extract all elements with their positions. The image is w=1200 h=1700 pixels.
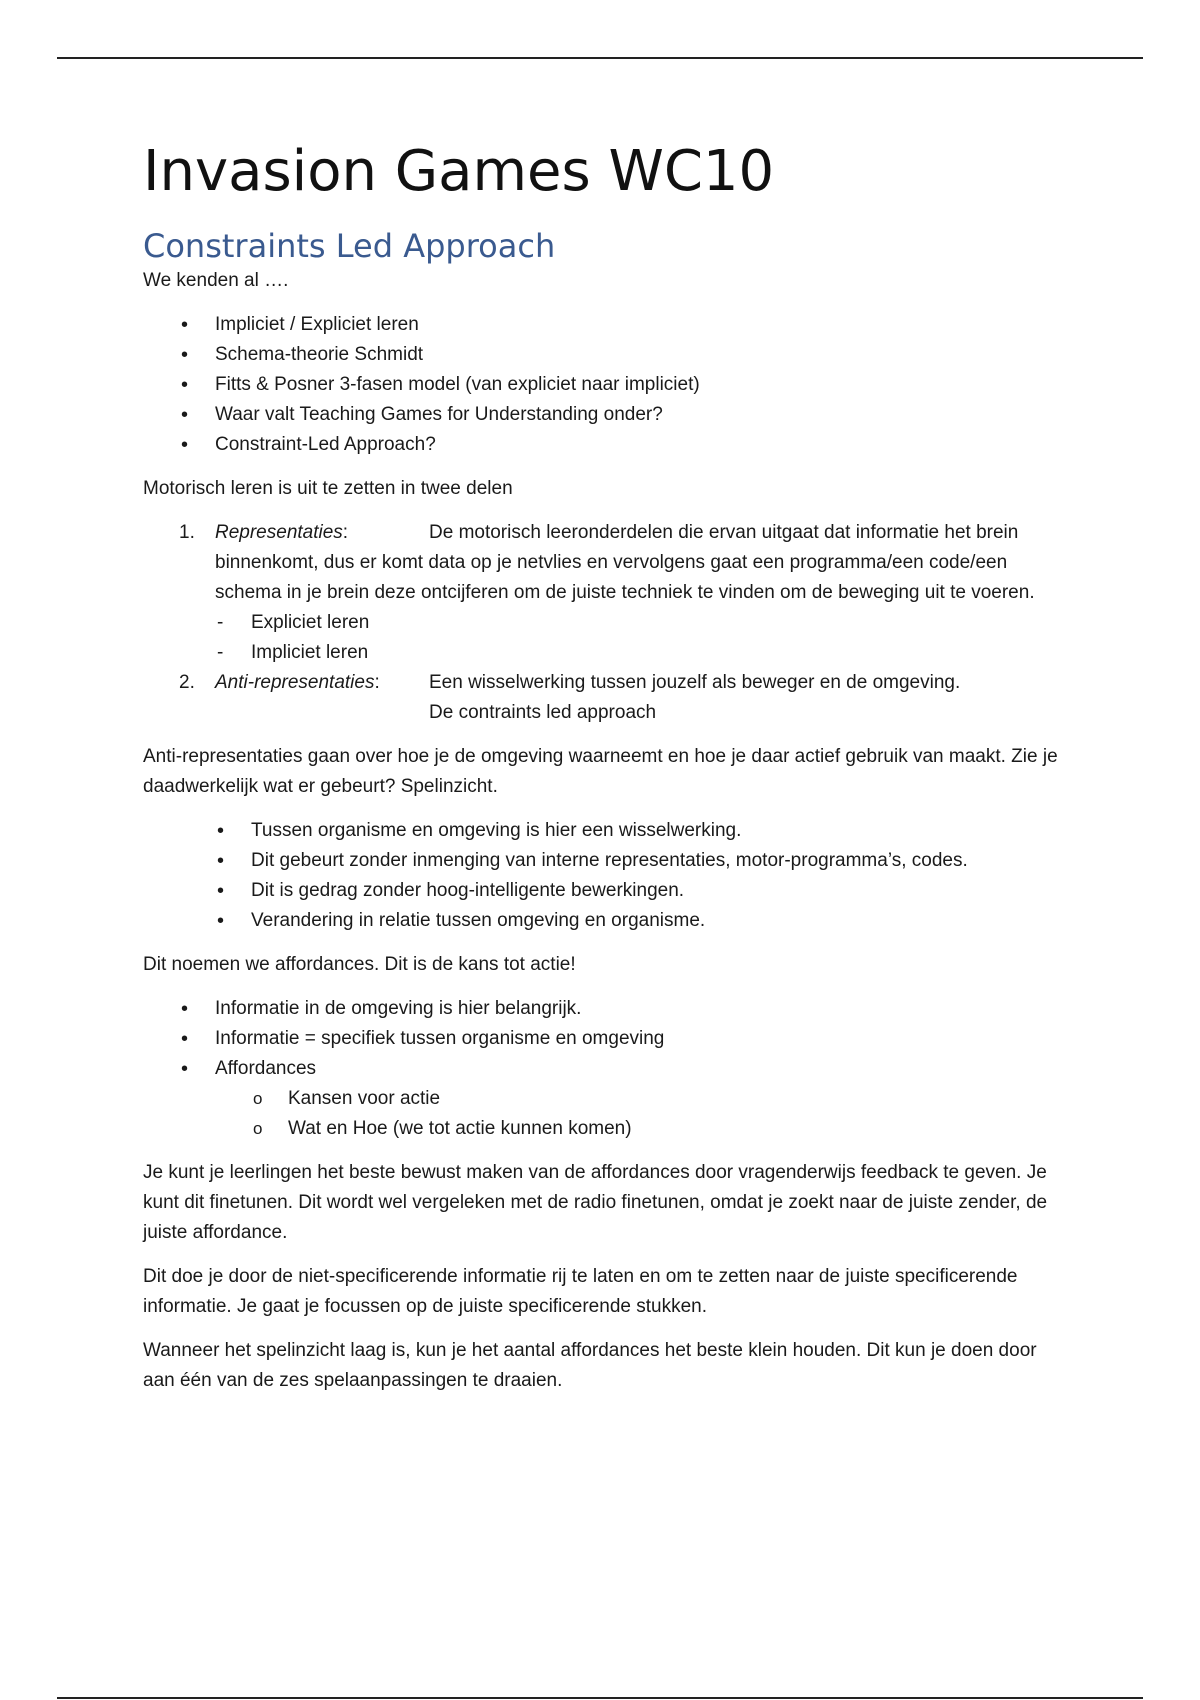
list-item: • Impliciet / Expliciet leren [143,310,1063,340]
term-separator: : [342,522,349,543]
term-label [215,518,429,548]
paragraph-feedback: Je kunt je leerlingen het beste bewust maken van de affordances door vragenderwijs feedback te geven. Je kunt dit finetunen. Dit wordt wel vergeleken met de radio finetunen, omdat je zoekt naar de juiste zender, de juiste affordance. [143,1162,1048,1243]
list-item: o Kansen voor actie [143,1084,1063,1114]
term: Anti-representaties [215,672,375,693]
top-rule [57,57,1143,59]
intro-list [143,310,1063,460]
anti-list [143,816,1063,936]
numbered-item-representaties [143,518,1063,608]
numbered-list [143,518,1063,608]
affordances-list [143,994,1063,1084]
list-item: • Dit gebeurt zonder inmenging van interne representaties, motor-programma’s, codes. [143,846,1063,876]
numbered-list-continued [143,668,1063,728]
list-item: - Expliciet leren [143,608,1063,638]
list-item: • Waar valt Teaching Games for Understanding onder? [143,400,1063,430]
item-number: 2. [179,672,195,693]
document-body [143,136,1063,1396]
item-body [215,668,1063,698]
term-label [215,668,429,698]
term-description: Een wisselwerking tussen jouzelf als beweger en de omgeving. [429,672,961,693]
list-item: • Constraint-Led Approach? [143,430,1063,460]
paragraph-spelinzicht: Wanneer het spelinzicht laag is, kun je het aantal affordances het beste klein houden. Dit kun je doen door aan één van de zes spelaanpassingen te draaien. [143,1340,1037,1391]
motor-intro: Motorisch leren is uit te zetten in twee delen [143,478,513,499]
paragraph-specificerend: Dit doe je door de niet-specificerende informatie rij te laten en om te zetten naar de juiste specificerende informatie. Je gaat je focussen op de juiste specificerende stukken. [143,1266,1018,1317]
list-item: o Wat en Hoe (we tot actie kunnen komen) [143,1114,1063,1144]
item-body [215,518,1063,608]
list-item: • Tussen organisme en omgeving is hier een wisselwerking. [143,816,1063,846]
list-item: - Impliciet leren [143,638,1063,668]
list-item: • Affordances [143,1054,1063,1084]
anti-paragraph: Anti-representaties gaan over hoe je de omgeving waarneemt en hoe je daar actief gebruik van maakt. Zie je daadwerkelijk wat er gebeurt? Spelinzicht. [143,746,1058,797]
section-heading: Constraints Led Approach [143,227,556,265]
list-item: • Schema-theorie Schmidt [143,340,1063,370]
list-item: • Informatie = specifiek tussen organisme en omgeving [143,1024,1063,1054]
term-separator: : [374,672,380,693]
bottom-rule [57,1697,1143,1699]
intro-text: We kenden al …. [143,270,289,291]
affordances-sub-list [143,1084,1063,1144]
term-description: De motorisch leeronderdelen die ervan uitgaat dat informatie het brein binnenkomt, dus er komt data op je netvlies en vervolgens gaat een programma/een code/een schema in je brein deze ontcijferen om de juiste techniek te vinden om de beweging uit te voeren. [215,522,1035,603]
document-title: Invasion Games WC10 [143,139,775,204]
numbered-item-anti-representaties [143,668,1063,728]
list-item: • Verandering in relatie tussen omgeving en organisme. [143,906,1063,936]
affordances-paragraph: Dit noemen we affordances. Dit is de kans tot actie! [143,954,576,975]
list-item: • Dit is gedrag zonder hoog-intelligente bewerkingen. [143,876,1063,906]
term-description-continued: De contraints led approach [429,702,657,723]
sub-list-representaties [143,608,1063,668]
item-number: 1. [179,522,195,543]
term: Representaties [215,522,343,543]
list-item: • Informatie in de omgeving is hier belangrijk. [143,994,1063,1024]
list-item: • Fitts & Posner 3-fasen model (van expliciet naar impliciet) [143,370,1063,400]
